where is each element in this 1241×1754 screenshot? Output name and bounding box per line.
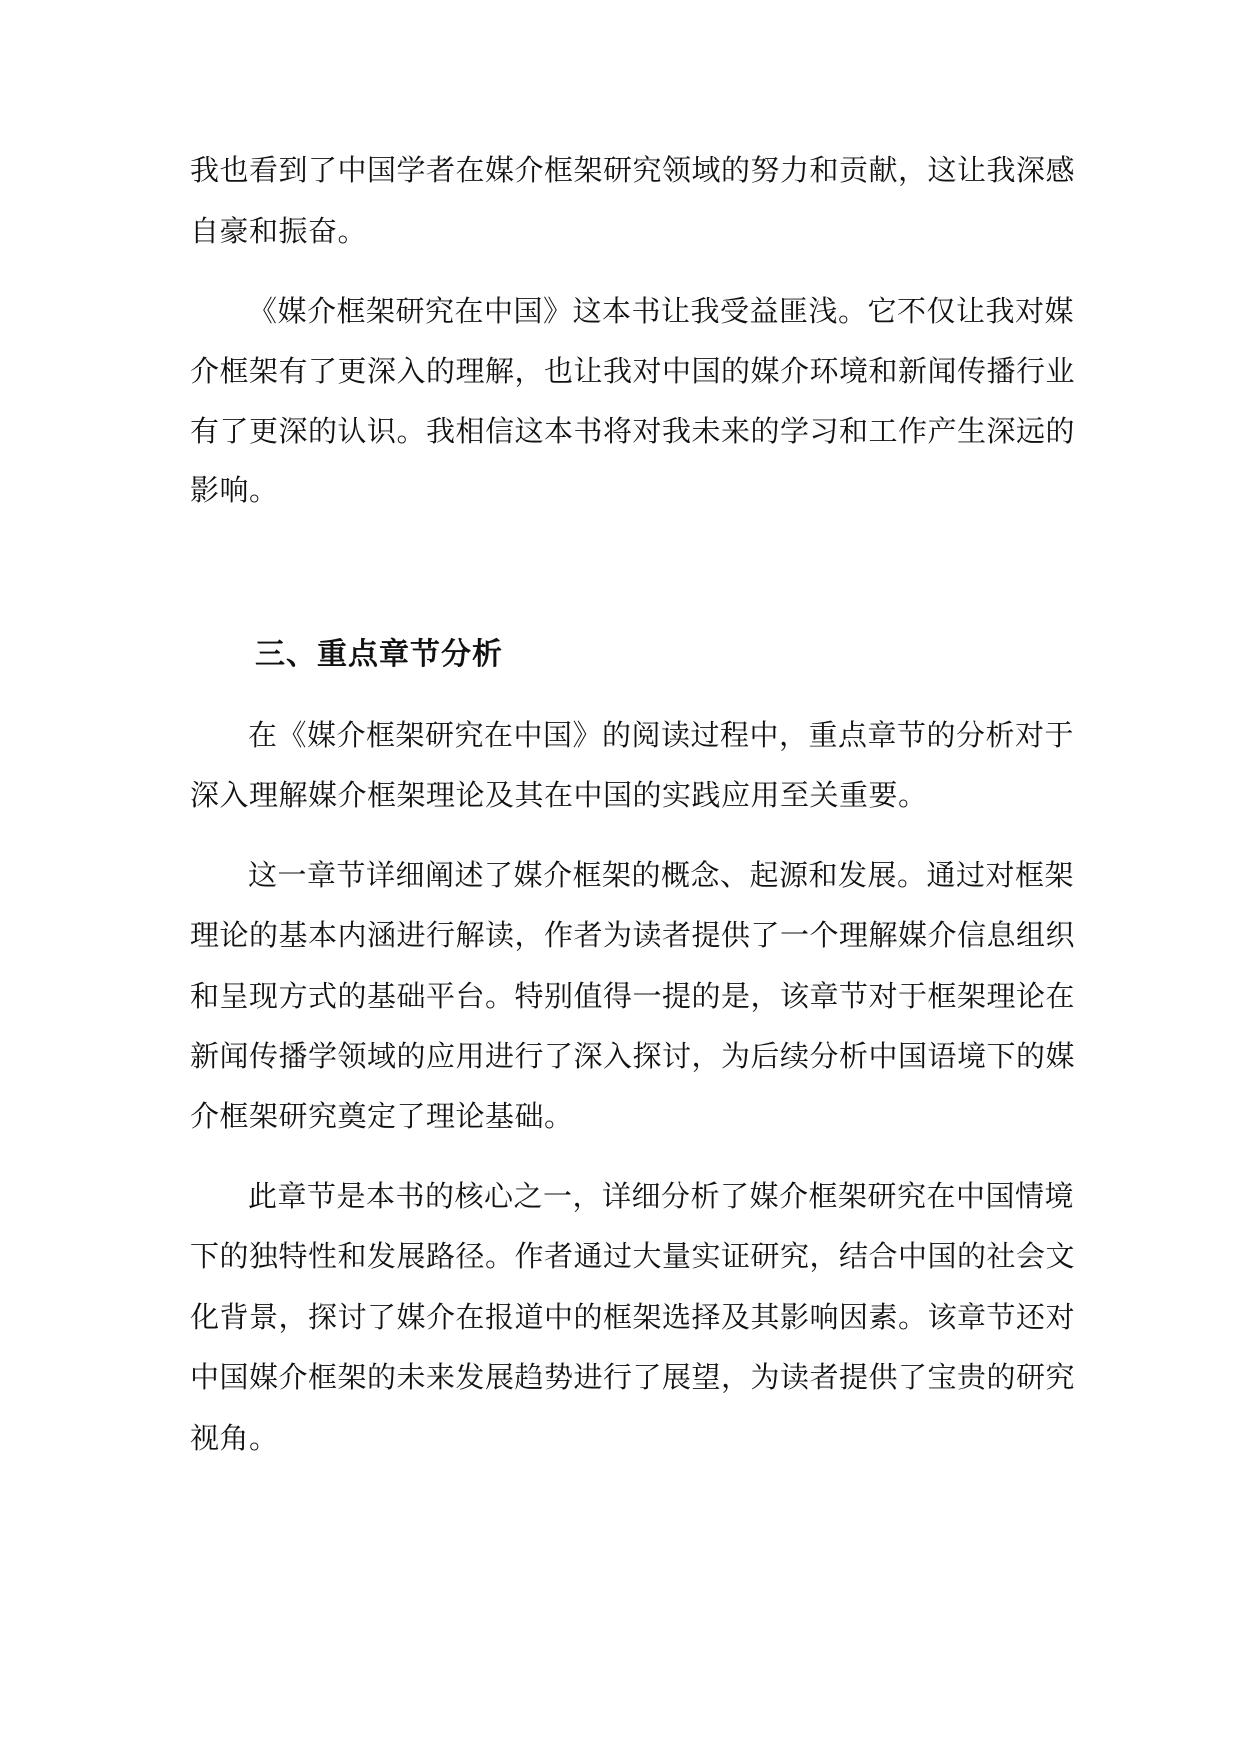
paragraph-line: 有了更深的认识。我相信这本书将对我未来的学习和工作产生深远的 xyxy=(190,414,1076,448)
paragraph-line: 下的独特性和发展路径。作者通过大量实证研究，结合中国的社会文 xyxy=(190,1239,1076,1273)
paragraph-line: 介框架研究奠定了理论基础。 xyxy=(190,1099,574,1133)
paragraph-line: 此章节是本书的核心之一，详细分析了媒介框架研究在中国情境 xyxy=(248,1179,1075,1213)
paragraph-line: 这一章节详细阐述了媒介框架的概念、起源和发展。通过对框架 xyxy=(248,858,1075,892)
paragraph-line: 深入理解媒介框架理论及其在中国的实践应用至关重要。 xyxy=(190,778,928,812)
paragraph-line: 影响。 xyxy=(190,473,279,507)
paragraph-line: 化背景，探讨了媒介在报道中的框架选择及其影响因素。该章节还对 xyxy=(190,1300,1076,1334)
paragraph-line: 和呈现方式的基础平台。特别值得一提的是，该章节对于框架理论在 xyxy=(190,979,1076,1013)
paragraph-line: 在《媒介框架研究在中国》的阅读过程中，重点章节的分析对于 xyxy=(248,718,1075,752)
paragraph-line: 《媒介框架研究在中国》这本书让我受益匪浅。它不仅让我对媒 xyxy=(248,294,1075,328)
paragraph-line: 理论的基本内涵进行解读，作者为读者提供了一个理解媒介信息组织 xyxy=(190,918,1076,952)
paragraph-line: 新闻传播学领域的应用进行了深入探讨，为后续分析中国语境下的媒 xyxy=(190,1039,1076,1073)
paragraph-line: 介框架有了更深入的理解，也让我对中国的媒介环境和新闻传播行业 xyxy=(190,354,1076,388)
paragraph-line: 中国媒介框架的未来发展趋势进行了展望，为读者提供了宝贵的研究 xyxy=(190,1360,1076,1394)
section-heading: 三、重点章节分析 xyxy=(255,637,503,672)
paragraph-line: 自豪和振奋。 xyxy=(190,214,368,248)
paragraph-line: 视角。 xyxy=(190,1421,279,1455)
paragraph-line: 我也看到了中国学者在媒介框架研究领域的努力和贡献，这让我深感 xyxy=(190,153,1076,187)
